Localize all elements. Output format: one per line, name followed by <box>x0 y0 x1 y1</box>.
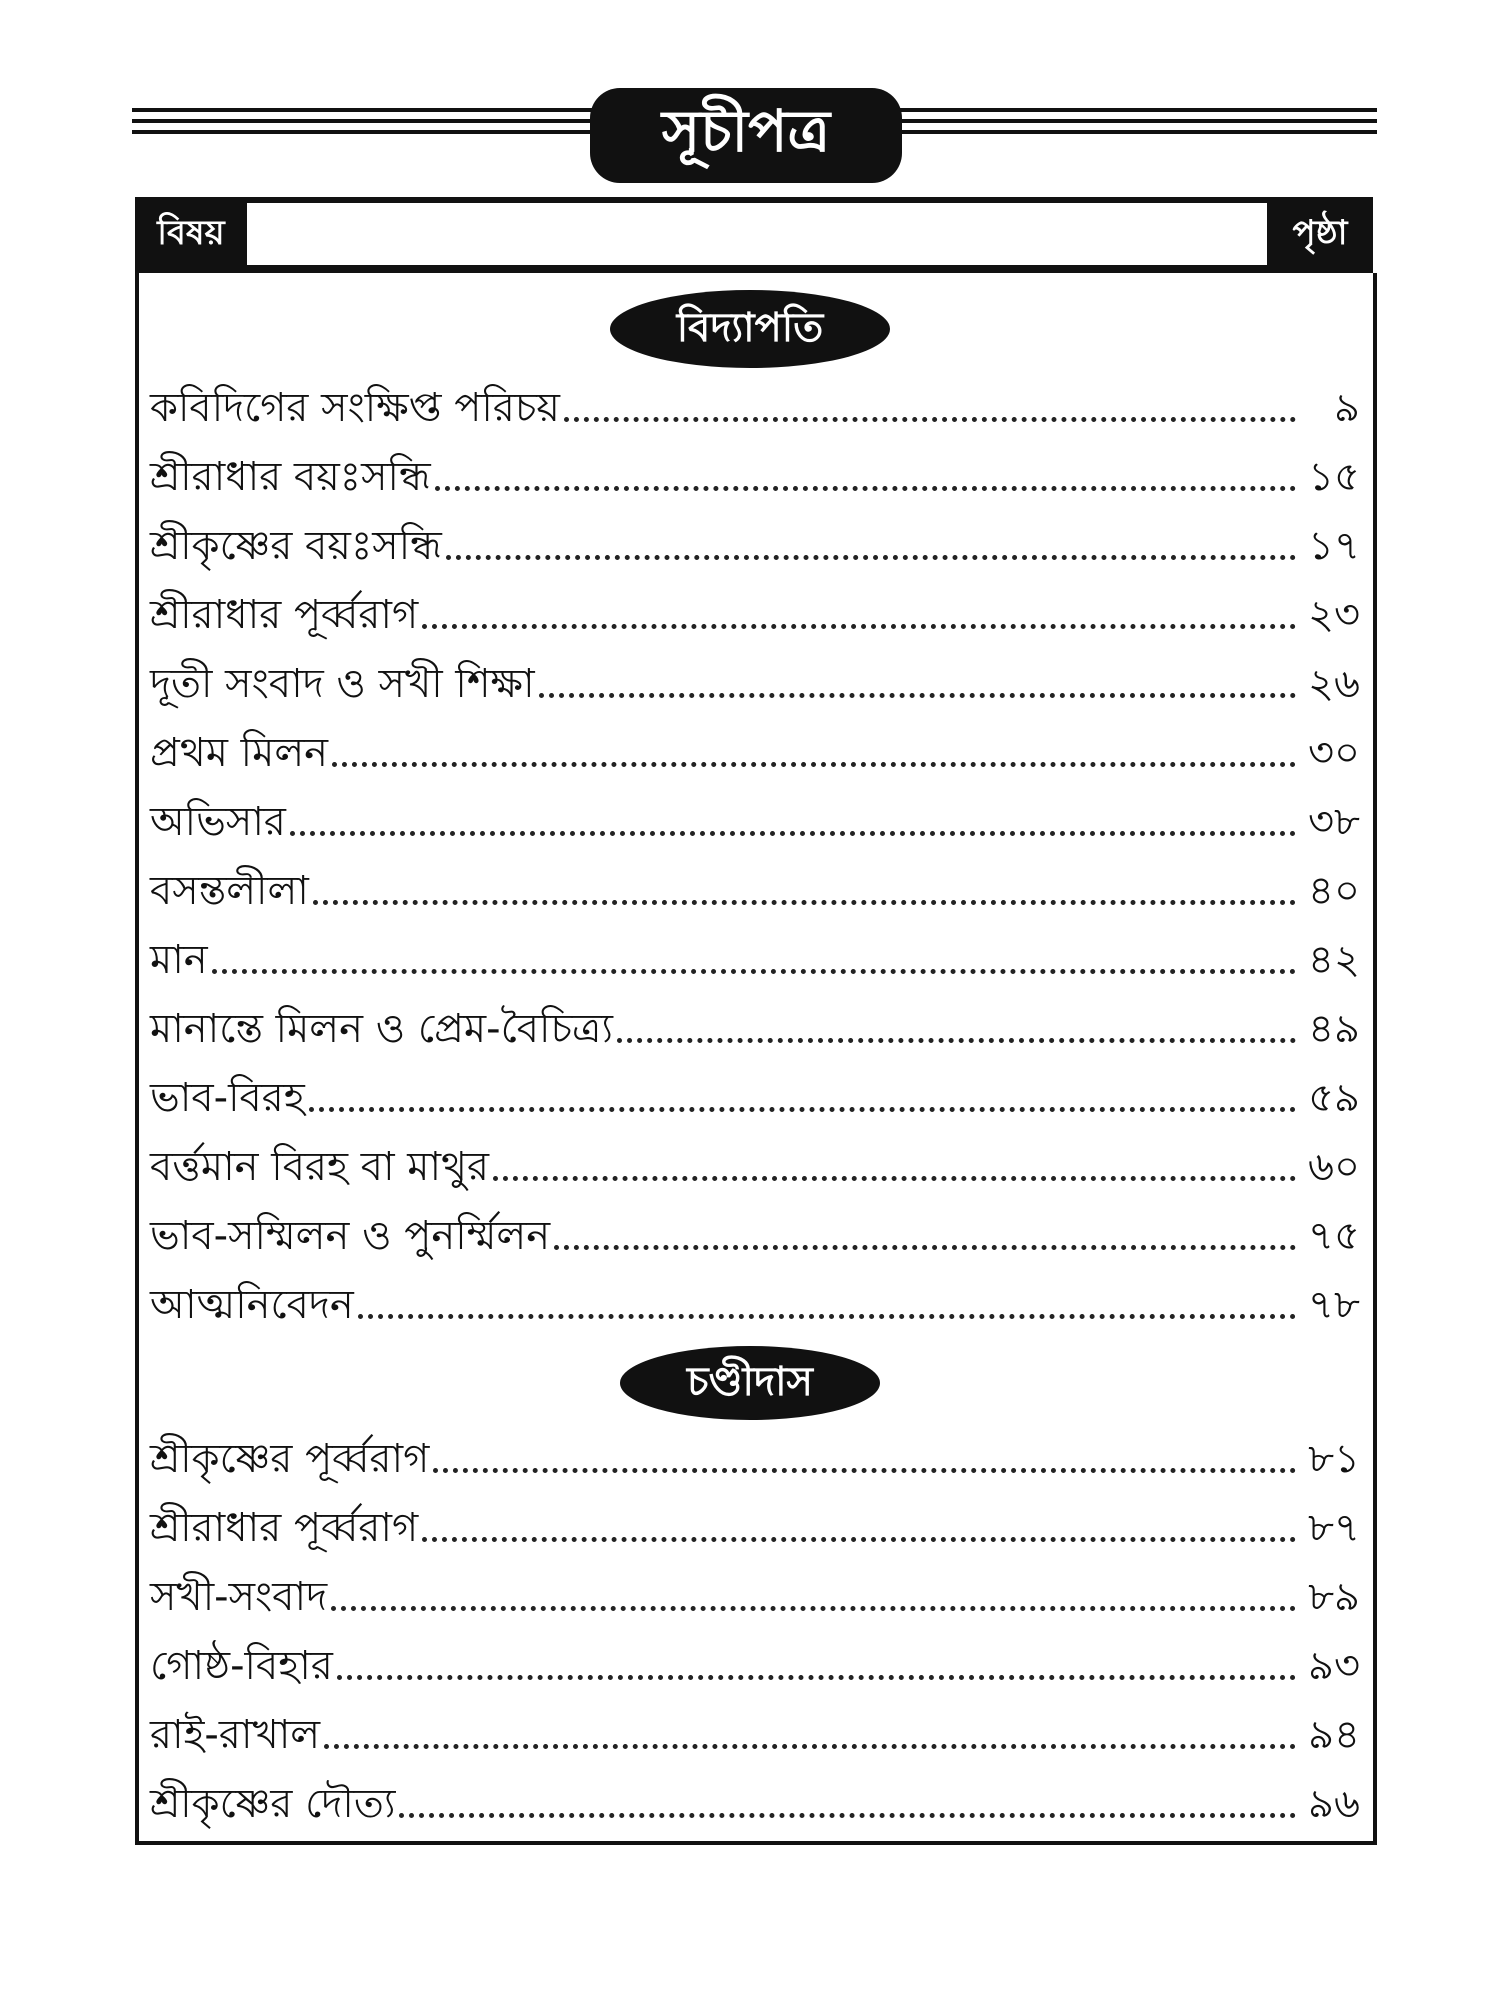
entry-page: ৯ <box>1334 385 1360 431</box>
leader-dots <box>554 1245 1296 1250</box>
leader-dots <box>422 1537 1296 1542</box>
entry-page: ৯৪ <box>1308 1712 1360 1758</box>
entry-page: ২৩ <box>1307 592 1360 638</box>
leader-dots <box>422 624 1296 629</box>
toc-entry[interactable] <box>150 1003 1360 1055</box>
entry-page: ৮৭ <box>1308 1505 1360 1551</box>
entry-title: সখী-সংবাদ <box>150 1574 328 1620</box>
toc-entry[interactable] <box>150 382 1360 434</box>
leader-dots <box>337 1675 1296 1680</box>
toc-entry[interactable] <box>150 1778 1360 1830</box>
leader-dots <box>309 1107 1296 1112</box>
leader-dots <box>331 1606 1296 1611</box>
leader-dots <box>446 555 1296 560</box>
leader-dots <box>493 1176 1296 1181</box>
toc-entry[interactable] <box>150 1433 1360 1485</box>
entry-page: ১৫ <box>1308 454 1360 500</box>
toc-entry[interactable] <box>150 1141 1360 1193</box>
toc-entry[interactable] <box>150 1279 1360 1331</box>
entry-title: মান <box>150 937 208 983</box>
toc-entry[interactable] <box>150 1640 1360 1692</box>
entry-title: ভাব-বিরহ <box>150 1075 305 1121</box>
header-page: পৃষ্ঠা <box>1292 212 1348 253</box>
entry-title: শ্রীরাধার পূর্ব্বরাগ <box>150 592 419 638</box>
leader-dots <box>212 969 1296 974</box>
section-heading-vidyapati: বিদ্যাপতি <box>610 290 890 368</box>
leader-dots <box>324 1744 1296 1749</box>
entry-page: ৪০ <box>1308 868 1360 914</box>
entry-title: শ্রীকৃষ্ণের দৌত্য <box>150 1781 396 1827</box>
section-heading-chandidas: চণ্ডীদাস <box>620 1346 880 1420</box>
toc-entry[interactable] <box>150 865 1360 917</box>
entry-title: বসন্তলীলা <box>150 868 309 914</box>
title-rule-right <box>897 108 1377 134</box>
entry-page: ৭৫ <box>1308 1213 1360 1259</box>
entry-page: ৩০ <box>1307 730 1360 776</box>
toc-entry[interactable] <box>150 520 1360 572</box>
entry-page: ৫৯ <box>1308 1075 1360 1121</box>
toc-entry[interactable] <box>150 1502 1360 1554</box>
entry-title: শ্রীকৃষ্ণের পূর্ব্বরাগ <box>150 1436 430 1482</box>
entry-page: ৪২ <box>1308 937 1360 983</box>
leader-dots <box>617 1038 1296 1043</box>
entry-title: মানান্তে মিলন ও প্রেম-বৈচিত্র্য <box>150 1006 614 1052</box>
entry-title: দূতী সংবাদ ও সখী শিক্ষা <box>150 661 535 707</box>
leader-dots <box>539 693 1296 698</box>
leader-dots <box>435 486 1296 491</box>
toc-entry[interactable] <box>150 589 1360 641</box>
leader-dots <box>358 1314 1296 1319</box>
header-subject: বিষয় <box>157 212 225 253</box>
entry-page: ৭৮ <box>1308 1282 1360 1328</box>
toc-entry[interactable] <box>150 1210 1360 1262</box>
leader-dots <box>313 900 1296 905</box>
title-rule-left <box>132 108 595 134</box>
toc-entry[interactable] <box>150 796 1360 848</box>
entry-title: শ্রীরাধার বয়ঃসন্ধি <box>150 454 431 500</box>
leader-dots <box>290 831 1296 836</box>
entry-page: ৩৮ <box>1308 799 1360 845</box>
entry-title: শ্রীরাধার পূর্ব্বরাগ <box>150 1505 419 1551</box>
page-title-banner <box>132 88 1377 183</box>
page-title: সূচীপত্র <box>590 88 902 183</box>
entry-title: প্রথম মিলন <box>150 730 329 776</box>
entry-page: ৪৯ <box>1308 1006 1360 1052</box>
leader-dots <box>399 1813 1296 1818</box>
leader-dots <box>332 762 1296 767</box>
leader-dots <box>433 1468 1296 1473</box>
entry-title: রাই-রাখাল <box>150 1712 321 1758</box>
entry-page: ৮১ <box>1308 1436 1360 1482</box>
entry-title: শ্রীকৃষ্ণের বয়ঃসন্ধি <box>150 523 442 569</box>
toc-entry[interactable] <box>150 451 1360 503</box>
entry-page: ৯৬ <box>1308 1781 1360 1827</box>
entry-page: ১৭ <box>1308 523 1360 569</box>
toc-entry[interactable] <box>150 1571 1360 1623</box>
toc-entry[interactable] <box>150 934 1360 986</box>
leader-dots <box>564 417 1296 422</box>
toc-entry[interactable] <box>150 658 1360 710</box>
toc-entry[interactable] <box>150 727 1360 779</box>
entry-title: বর্ত্তমান বিরহ বা মাথুর <box>150 1144 490 1190</box>
entry-page: ২৬ <box>1307 661 1360 707</box>
header-blank <box>247 203 1267 265</box>
entry-title: কবিদিগের সংক্ষিপ্ত পরিচয় <box>150 385 560 431</box>
entry-page: ৯৩ <box>1308 1643 1360 1689</box>
table-header <box>135 197 1373 273</box>
entry-title: গোষ্ঠ-বিহার <box>150 1643 333 1689</box>
entry-page: ৮৯ <box>1308 1574 1360 1620</box>
entry-title: অভিসার <box>150 799 286 845</box>
entry-title: আত্মনিবেদন <box>150 1282 354 1328</box>
toc-entry[interactable] <box>150 1709 1360 1761</box>
toc-entry[interactable] <box>150 1072 1360 1124</box>
entry-page: ৬০ <box>1307 1144 1360 1190</box>
entry-title: ভাব-সম্মিলন ও পুনর্ম্মিলন <box>150 1213 551 1259</box>
